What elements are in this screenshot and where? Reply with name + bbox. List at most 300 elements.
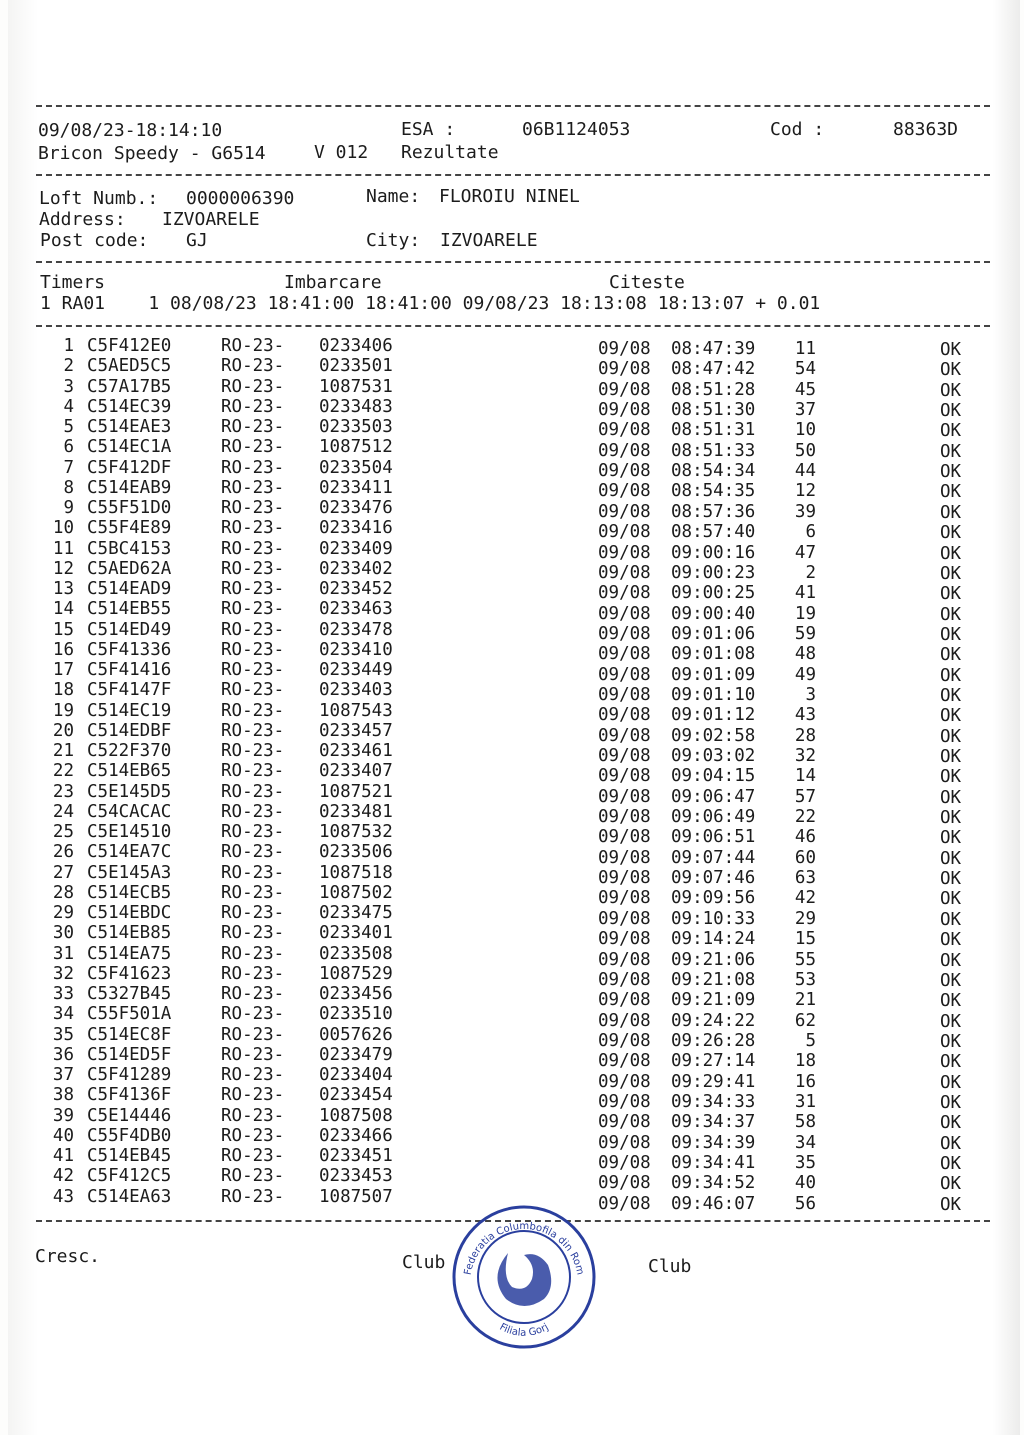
arrival-date: 09/08 [598, 664, 651, 685]
ring-number: 0233506 [319, 842, 393, 863]
arrival-date: 09/08 [598, 481, 651, 502]
separator-top [36, 105, 990, 107]
place-number: 6 [805, 522, 816, 543]
arrival-time: 09:26:28 [671, 1030, 756, 1051]
status-ok: OK [940, 1113, 962, 1134]
ring-code: C514EBDC [87, 903, 172, 923]
status-ok: OK [940, 482, 962, 503]
loft-number-value: 0000006390 [186, 188, 295, 209]
place-number: 18 [794, 1051, 816, 1072]
place-number: 54 [794, 359, 816, 380]
ring-code: C5F41336 [87, 639, 172, 660]
ring-prefix: RO-23- [221, 781, 285, 802]
status-ok: OK [940, 584, 962, 605]
club-label-right: Club [648, 1256, 692, 1277]
cod-label: Cod : [770, 119, 825, 140]
ring-number: 1087508 [319, 1105, 393, 1126]
ring-number: 0057626 [319, 1024, 393, 1045]
row-index: 17 [52, 660, 74, 680]
status-ok: OK [940, 1072, 962, 1093]
arrival-date: 09/08 [598, 1091, 651, 1112]
arrival-time: 08:47:39 [671, 339, 756, 359]
ring-number: 1087531 [319, 376, 393, 397]
arrival-time: 08:57:40 [671, 522, 756, 543]
arrival-time: 09:06:47 [671, 786, 756, 807]
ring-number: 0233452 [319, 579, 393, 599]
arrival-time: 08:47:42 [671, 359, 756, 380]
table-row [0, 599, 1024, 625]
status-ok: OK [940, 1092, 962, 1113]
arrival-date: 09/08 [598, 766, 651, 787]
status-ok: OK [940, 543, 962, 564]
place-number: 11 [794, 339, 816, 359]
arrival-time: 08:51:31 [671, 420, 756, 441]
arrival-time: 09:46:07 [671, 1193, 756, 1214]
status-ok: OK [940, 421, 962, 442]
place-number: 49 [794, 664, 816, 685]
ring-prefix: RO-23- [221, 680, 285, 701]
ring-code: C5E145D5 [87, 781, 172, 802]
arrival-time: 09:01:12 [671, 705, 756, 726]
ring-code: C5E145A3 [87, 862, 172, 883]
row-index: 34 [52, 1004, 74, 1025]
ring-code: C514ED5F [87, 1044, 172, 1065]
status-ok: OK [940, 828, 962, 849]
table-row [0, 1024, 1024, 1052]
citeste-label: Citeste [609, 272, 685, 293]
ring-number: 0233457 [319, 720, 393, 741]
postcode-value: GJ [186, 230, 208, 251]
report-title: Rezultate [401, 142, 499, 163]
postcode-label: Post code: [40, 230, 149, 251]
status-ok: OK [940, 726, 962, 747]
arrival-date: 09/08 [598, 1051, 651, 1072]
arrival-time: 09:10:33 [671, 908, 756, 929]
arrival-date: 09/08 [598, 807, 651, 828]
ring-number: 0233479 [319, 1044, 393, 1065]
status-ok: OK [940, 909, 962, 930]
ring-prefix: RO-23- [221, 1085, 285, 1106]
arrival-date: 09/08 [598, 461, 651, 482]
place-number: 37 [794, 400, 816, 421]
ring-number: 0233404 [319, 1065, 393, 1085]
table-row [0, 417, 1024, 442]
place-number: 10 [794, 420, 816, 441]
row-index: 22 [52, 761, 74, 782]
ring-number: 0233476 [319, 498, 393, 518]
ring-code: C5F412DF [87, 457, 172, 478]
place-number: 58 [794, 1112, 816, 1133]
table-row [0, 741, 1024, 767]
ring-code: C514ED49 [87, 619, 172, 640]
row-index: 11 [52, 538, 74, 559]
row-index: 38 [52, 1085, 74, 1106]
ring-code: C514EB85 [87, 923, 172, 944]
arrival-date: 09/08 [598, 929, 651, 950]
place-number: 48 [794, 644, 816, 665]
arrival-date: 09/08 [598, 522, 651, 543]
cod-value: 88363D [893, 119, 959, 140]
ring-prefix: RO-23- [221, 1186, 285, 1207]
status-ok: OK [940, 380, 962, 401]
ring-code: C5327B45 [87, 984, 172, 1004]
ring-code: C5BC4153 [87, 538, 172, 559]
separator-timers [36, 325, 990, 327]
arrival-date: 09/08 [598, 990, 651, 1011]
ring-prefix: RO-23- [221, 720, 285, 741]
ring-prefix: RO-23- [221, 1146, 285, 1166]
arrival-date: 09/08 [598, 623, 651, 644]
place-number: 41 [794, 583, 816, 604]
row-index: 24 [52, 801, 74, 822]
ring-prefix: RO-23- [221, 619, 285, 640]
arrival-time: 09:03:02 [671, 746, 756, 766]
place-number: 57 [794, 786, 816, 807]
ring-number: 0233483 [319, 396, 393, 417]
row-index: 15 [52, 619, 74, 640]
esa-label: ESA : [401, 119, 456, 140]
row-index: 37 [52, 1065, 74, 1085]
ring-number: 0233451 [319, 1146, 393, 1166]
row-index: 18 [52, 680, 74, 701]
city-label: City: [366, 230, 421, 251]
ring-code: C54CACAC [87, 801, 172, 822]
separator-loft [36, 261, 990, 263]
ring-number: 0233504 [319, 457, 393, 478]
name-value: FLOROIU NINEL [439, 186, 580, 207]
place-number: 47 [794, 542, 816, 563]
arrival-date: 09/08 [598, 1010, 651, 1031]
place-number: 43 [794, 705, 816, 726]
place-number: 32 [794, 746, 816, 766]
arrival-time: 09:14:24 [671, 929, 756, 950]
ring-prefix: RO-23- [221, 761, 285, 782]
device-name: Bricon Speedy - G6514 [38, 143, 266, 164]
table-row [0, 660, 1024, 686]
status-ok: OK [940, 563, 962, 584]
arrival-time: 09:34:41 [671, 1153, 756, 1173]
row-index: 23 [52, 781, 74, 802]
table-row [0, 1125, 1024, 1154]
place-number: 45 [794, 379, 816, 400]
row-index: 21 [52, 741, 74, 761]
arrival-time: 09:29:41 [671, 1071, 756, 1092]
arrival-date: 09/08 [598, 583, 651, 604]
ring-prefix: RO-23- [221, 1166, 285, 1187]
row-index: 14 [52, 599, 74, 620]
ring-code: C5E14446 [87, 1105, 172, 1126]
ring-prefix: RO-23- [221, 660, 285, 680]
arrival-date: 09/08 [598, 908, 651, 929]
ring-code: C514EA63 [87, 1186, 172, 1207]
arrival-time: 09:21:06 [671, 949, 756, 970]
arrival-date: 09/08 [598, 542, 651, 563]
ring-code: C55F501A [87, 1004, 172, 1025]
row-index: 35 [52, 1024, 74, 1045]
status-ok: OK [940, 645, 962, 666]
ring-code: C514EA7C [87, 842, 172, 863]
arrival-date: 09/08 [598, 888, 651, 909]
table-row [0, 376, 1024, 401]
arrival-date: 09/08 [598, 420, 651, 441]
status-ok: OK [940, 1174, 962, 1195]
arrival-time: 09:34:39 [671, 1132, 756, 1153]
ring-code: C514EDBF [87, 720, 172, 741]
row-index: 33 [52, 984, 74, 1004]
arrival-time: 09:02:58 [671, 725, 756, 746]
status-ok: OK [940, 1194, 962, 1215]
arrival-date: 09/08 [598, 400, 651, 421]
arrival-time: 09:34:33 [671, 1091, 756, 1112]
table-row [0, 903, 1024, 930]
arrival-time: 08:51:30 [671, 400, 756, 421]
status-ok: OK [940, 360, 962, 381]
ring-number: 0233466 [319, 1125, 393, 1146]
ring-code: C514EAD9 [87, 579, 172, 599]
place-number: 63 [794, 868, 816, 889]
ring-code: C5F41289 [87, 1065, 172, 1085]
loft-number-label: Loft Numb.: [39, 188, 159, 209]
arrival-date: 09/08 [598, 827, 651, 848]
arrival-date: 09/08 [598, 1193, 651, 1214]
status-ok: OK [940, 930, 962, 951]
status-ok: OK [940, 848, 962, 869]
arrival-time: 09:00:40 [671, 603, 756, 624]
table-row [0, 336, 1024, 360]
table-row [0, 1146, 1024, 1174]
arrival-date: 09/08 [598, 868, 651, 889]
ring-prefix: RO-23- [221, 639, 285, 660]
row-index: 25 [52, 822, 74, 842]
table-row [0, 862, 1024, 890]
row-index: 19 [52, 700, 74, 721]
status-ok: OK [940, 808, 962, 829]
ring-number: 0233409 [319, 538, 393, 559]
ring-prefix: RO-23- [221, 842, 285, 863]
arrival-time: 08:54:35 [671, 481, 756, 502]
table-row [0, 822, 1024, 849]
status-ok: OK [940, 604, 962, 625]
arrival-date: 09/08 [598, 746, 651, 766]
row-index: 7 [63, 457, 74, 478]
table-row [0, 518, 1024, 544]
arrival-date: 09/08 [598, 501, 651, 522]
arrival-date: 09/08 [598, 1071, 651, 1092]
status-ok: OK [940, 1133, 962, 1154]
ring-number: 0233453 [319, 1166, 393, 1187]
imbarcare-label: Imbarcare [284, 272, 382, 293]
ring-prefix: RO-23- [221, 984, 285, 1004]
ring-code: C514EC1A [87, 437, 172, 458]
row-index: 12 [52, 558, 74, 579]
ring-prefix: RO-23- [221, 1105, 285, 1126]
ring-prefix: RO-23- [221, 801, 285, 822]
ring-code: C5E14510 [87, 822, 172, 842]
status-ok: OK [940, 665, 962, 686]
table-row [0, 1004, 1024, 1032]
place-number: 35 [794, 1153, 816, 1173]
ring-prefix: RO-23- [221, 1024, 285, 1045]
stamp-inner-ring [478, 1231, 570, 1323]
status-ok: OK [940, 1031, 962, 1052]
ring-prefix: RO-23- [221, 741, 285, 761]
ring-code: C514EAE3 [87, 417, 172, 437]
status-ok: OK [940, 787, 962, 808]
table-row [0, 781, 1024, 808]
row-index: 29 [52, 903, 74, 923]
ring-code: C5F412C5 [87, 1166, 172, 1187]
row-index: 40 [52, 1125, 74, 1146]
arrival-time: 08:57:36 [671, 501, 756, 522]
address-value: IZVOARELE [162, 209, 260, 230]
ring-number: 1087518 [319, 862, 393, 883]
place-number: 42 [794, 888, 816, 909]
arrival-time: 09:00:23 [671, 562, 756, 583]
ring-number: 0233401 [319, 923, 393, 944]
report-datetime: 09/08/23-18:14:10 [38, 120, 223, 141]
ring-number: 1087502 [319, 882, 393, 903]
ring-prefix: RO-23- [221, 538, 285, 559]
arrival-time: 09:34:37 [671, 1112, 756, 1133]
table-row [0, 680, 1024, 706]
ring-number: 1087543 [319, 700, 393, 721]
ring-code: C5F412E0 [87, 336, 172, 356]
place-number: 44 [794, 461, 816, 482]
row-index: 31 [52, 943, 74, 964]
status-ok: OK [940, 767, 962, 788]
row-index: 13 [52, 579, 74, 599]
arrival-date: 09/08 [598, 1173, 651, 1194]
row-index: 27 [52, 862, 74, 883]
table-row [0, 761, 1024, 788]
place-number: 60 [794, 847, 816, 868]
club-stamp [448, 1203, 600, 1351]
place-number: 12 [794, 481, 816, 502]
arrival-date: 09/08 [598, 969, 651, 990]
row-index: 5 [63, 417, 74, 437]
place-number: 2 [805, 562, 816, 583]
arrival-date: 09/08 [598, 949, 651, 970]
arrival-date: 09/08 [598, 786, 651, 807]
ring-number: 0233403 [319, 680, 393, 701]
ring-code: C5AED62A [87, 558, 172, 579]
row-index: 20 [52, 720, 74, 741]
ring-prefix: RO-23- [221, 396, 285, 417]
status-ok: OK [940, 991, 962, 1012]
row-index: 42 [52, 1166, 74, 1187]
arrival-time: 09:07:44 [671, 847, 756, 868]
ring-prefix: RO-23- [221, 1004, 285, 1025]
arrival-date: 09/08 [598, 359, 651, 380]
ring-code: C514EAB9 [87, 477, 172, 498]
ring-prefix: RO-23- [221, 963, 285, 984]
table-row [0, 457, 1024, 483]
status-ok: OK [940, 1052, 962, 1073]
table-row [0, 498, 1024, 523]
ring-number: 0233481 [319, 801, 393, 822]
status-ok: OK [940, 502, 962, 523]
ring-number: 1087529 [319, 963, 393, 984]
ring-number: 0233503 [319, 417, 393, 437]
arrival-date: 09/08 [598, 725, 651, 746]
ring-number: 0233402 [319, 558, 393, 579]
ring-prefix: RO-23- [221, 903, 285, 923]
ring-number: 1087532 [319, 822, 393, 842]
status-ok: OK [940, 340, 962, 360]
status-ok: OK [940, 441, 962, 462]
row-index: 1 [63, 336, 74, 356]
ring-code: C55F4E89 [87, 518, 172, 539]
club-label-left: Club [402, 1252, 446, 1273]
place-number: 39 [794, 501, 816, 522]
status-ok: OK [940, 1154, 962, 1174]
row-index: 8 [63, 477, 74, 498]
ring-code: C55F4DB0 [87, 1125, 172, 1146]
place-number: 3 [805, 684, 816, 705]
arrival-time: 09:06:49 [671, 807, 756, 828]
table-row [0, 1065, 1024, 1093]
table-row [0, 1105, 1024, 1134]
row-index: 16 [52, 639, 74, 660]
arrival-date: 09/08 [598, 705, 651, 726]
ring-code: C514ECB5 [87, 882, 172, 903]
ring-code: C5AED5C5 [87, 356, 172, 377]
ring-number: 0233461 [319, 741, 393, 761]
table-row [0, 579, 1024, 605]
place-number: 46 [794, 827, 816, 848]
ring-prefix: RO-23- [221, 1125, 285, 1146]
ring-prefix: RO-23- [221, 923, 285, 944]
ring-prefix: RO-23- [221, 356, 285, 377]
place-number: 55 [794, 949, 816, 970]
ring-prefix: RO-23- [221, 558, 285, 579]
place-number: 16 [794, 1071, 816, 1092]
table-row [0, 882, 1024, 910]
stamp-emblem-icon [497, 1253, 551, 1306]
arrival-date: 09/08 [598, 1153, 651, 1173]
ring-prefix: RO-23- [221, 336, 285, 356]
arrival-time: 08:54:34 [671, 461, 756, 482]
address-label: Address: [39, 209, 126, 230]
status-ok: OK [940, 462, 962, 483]
ring-prefix: RO-23- [221, 376, 285, 397]
place-number: 34 [794, 1132, 816, 1153]
ring-code: C5F41623 [87, 963, 172, 984]
arrival-time: 09:00:16 [671, 542, 756, 563]
table-row [0, 923, 1024, 951]
status-ok: OK [940, 685, 962, 706]
timers-label: Timers [40, 272, 106, 293]
ring-number: 0233416 [319, 518, 393, 539]
arrival-date: 09/08 [598, 847, 651, 868]
status-ok: OK [940, 869, 962, 890]
place-number: 50 [794, 440, 816, 461]
arrival-date: 09/08 [598, 684, 651, 705]
arrival-time: 09:21:08 [671, 969, 756, 990]
table-row [0, 943, 1024, 971]
row-index: 9 [63, 498, 74, 518]
ring-prefix: RO-23- [221, 882, 285, 903]
ring-number: 0233456 [319, 984, 393, 1004]
row-index: 3 [63, 376, 74, 397]
ring-code: C5F4136F [87, 1085, 172, 1106]
ring-number: 0233475 [319, 903, 393, 923]
status-ok: OK [940, 624, 962, 645]
status-ok: OK [940, 889, 962, 910]
arrival-time: 09:27:14 [671, 1051, 756, 1072]
esa-value: 06B1124053 [522, 119, 631, 140]
table-row [0, 801, 1024, 829]
